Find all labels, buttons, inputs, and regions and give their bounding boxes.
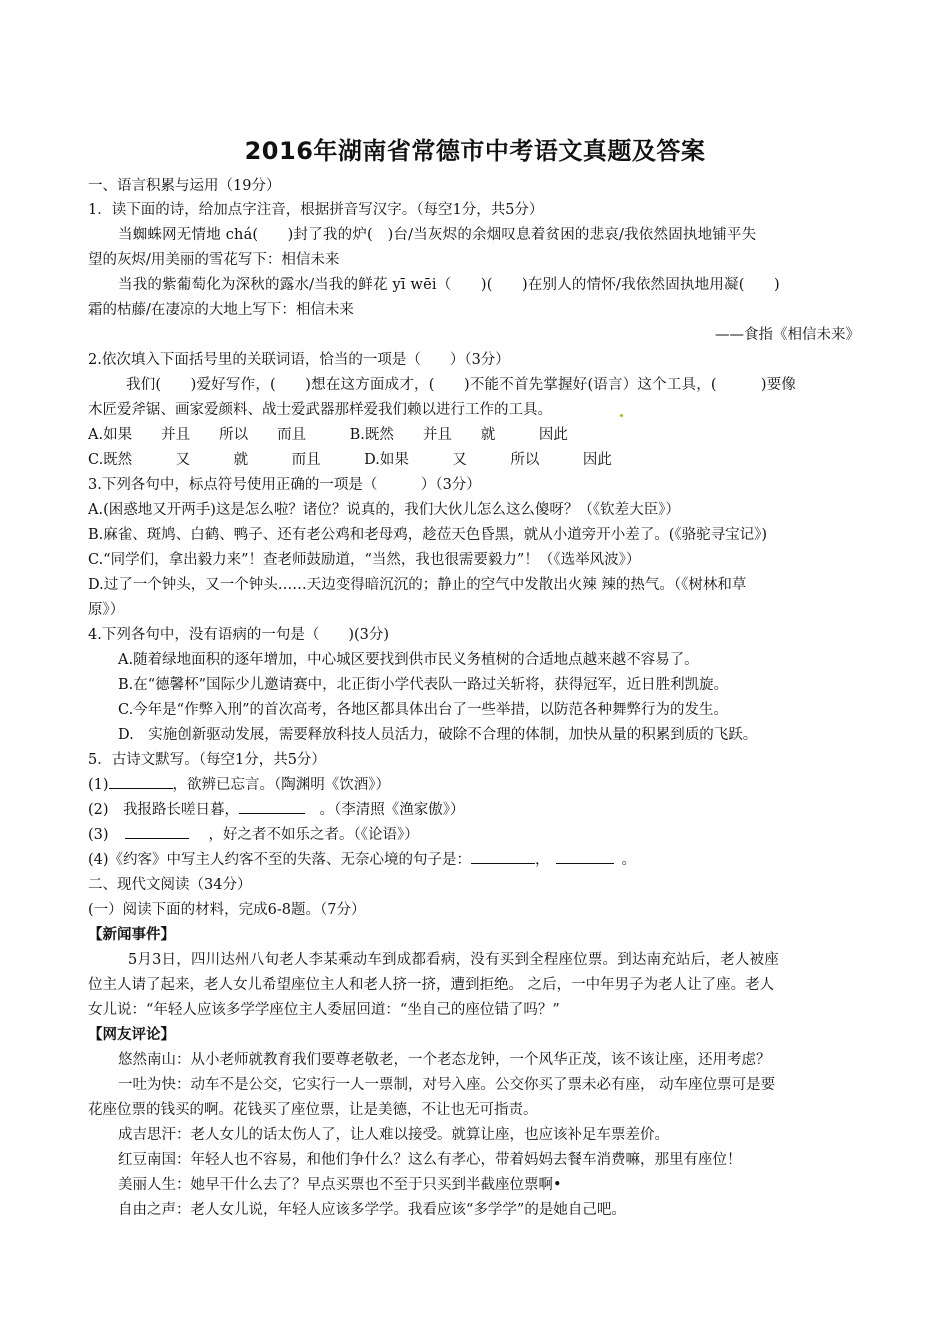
- q4-option-a: A.随着绿地面积的逐年增加，中心城区要找到供市民义务植树的合适地点越来越不容易了。: [118, 652, 699, 668]
- question-4: 4.下列各句中，没有语病的一句是（ )(3分): [88, 627, 390, 643]
- q2-passage-line-2: 木匠爱斧锯、画家爱颜料、战士爱武器那样爱我们赖以进行工作的工具。: [88, 402, 552, 418]
- fill-blank-1: [88, 773, 390, 797]
- page-title: 2016年湖南省常德市中考语文真题及答案: [244, 137, 706, 165]
- fill-3-text: ，好之者不如乐之者。（《论语》）: [208, 827, 419, 843]
- news-line-2: 位主人请了起来，老人女儿希望座位主人和老人挤一挤，遭到拒绝。 之后，一中年男子为老人让了座。老人: [88, 977, 775, 993]
- comment-2-line-2: 花座位票的钱买的啊。花钱买了座位票，让是美德，不让也无可指责。: [88, 1102, 538, 1118]
- answer-blank[interactable]: [556, 849, 614, 864]
- q2-options-ab: A.如果 并且 所以 而且 B.既然 并且 就 因此: [88, 427, 568, 443]
- answer-blank[interactable]: [239, 799, 305, 814]
- fill-blank-3: [88, 823, 419, 847]
- stray-mark: [620, 414, 623, 417]
- question-3: 3.下列各句中，标点符号使用正确的一项是（ ）（3分）: [88, 477, 481, 493]
- q4-option-d: D. 实施创新驱动发展，需要释放科技人员活力，破除不合理的体制，加快从量的积累到质的飞跃。: [118, 727, 758, 743]
- section-heading-2: 二、现代文阅读（34分）: [88, 877, 252, 893]
- fill-4-separator: ，: [535, 852, 550, 868]
- q4-option-b: B.在“德馨杯”国际少儿邀请赛中，北正街小学代表队一路过关斩将，获得冠军，近日胜利凯旋。: [118, 677, 729, 693]
- fill-blank-2: [88, 798, 465, 822]
- q3-option-b: B.麻雀、斑鸠、白鹤、鸭子、还有老公鸡和老母鸡，趁莅天色昏黑，就从小道旁开小差了。(《骆驼寻宝记》): [88, 527, 768, 543]
- comment-4: 红豆南国：年轻人也不容易，和他们争什么？这么有孝心，带着妈妈去餐车消费嘛，那里有座位！: [118, 1152, 742, 1168]
- fill-4-text: (4)《约客》中写主人约客不至的失落、无奈心境的句子是：: [88, 852, 472, 868]
- reading-1-intro: (一）阅读下面的材料，完成6-8题。（7分）: [88, 902, 366, 918]
- question-5: 5．古诗文默写。（每空1分，共5分）: [88, 752, 326, 768]
- answer-blank[interactable]: [125, 824, 189, 839]
- fill-2-text: (2) 我报路长嗟日暮，: [88, 802, 240, 818]
- comment-6: 自由之声：老人女儿说，年轻人应该多学学。我看应该“多学学”的是她自己吧。: [118, 1202, 626, 1218]
- poem-line-2: 望的灰烬/用美丽的雪花写下：相信未来: [88, 252, 340, 268]
- news-line-3: 女儿说：“年轻人应该多学学座位主人委屈回道：“坐自己的座位错了吗？”: [88, 1002, 560, 1018]
- comment-5: 美丽人生：她早干什么去了？早点买票也不至于只买到半截座位票啊•: [118, 1177, 562, 1193]
- question-1: 1．读下面的诗，给加点字注音，根据拼音写汉字。（每空1分，共5分）: [88, 202, 544, 218]
- poem-line-3: 当我的紫葡萄化为深秋的露水/当我的鲜花 yī wēi（ )( )在别人的情怀/我依然固执地用凝( ): [118, 277, 780, 293]
- question-2: 2.依次填入下面括号里的关联词语，恰当的一项是（ ）（3分）: [88, 352, 510, 368]
- news-heading: 【新闻事件】: [88, 927, 175, 943]
- q2-options-cd: C.既然 又 就 而且 D.如果 又 所以 因此: [88, 452, 612, 468]
- fill-1-number: (1): [88, 777, 109, 793]
- q3-option-d-line-1: D.过了一个钟头，又一个钟头……天边变得暗沉沉的；静止的空气中发散出火辣 辣的热气。（《树林和草: [88, 577, 747, 593]
- fill-1-text: ，欲辨已忘言。（陶渊明《饮酒》）: [172, 777, 391, 793]
- section-heading-1: 一、语言积累与运用（19分）: [88, 178, 281, 194]
- poem-line-1: 当蜘蛛网无情地 chá( )封了我的炉( )台/当灰烬的余烟叹息着贫困的悲哀/我依然固执地铺平失: [118, 227, 757, 243]
- q3-option-a: A.(困惑地又开两手)这是怎么啦？诸位？说真的，我们大伙儿怎么这么傻呀？（《钦差大臣》）: [88, 502, 680, 518]
- fill-blank-4: [88, 848, 636, 872]
- q3-option-d-line-2: 原》）: [88, 602, 125, 618]
- news-line-1: 5月3日，四川达州八旬老人李某乘动车到成都看病，没有买到全程座位票。到达南充站后，老人被座: [128, 952, 779, 968]
- fill-3-number: (3): [88, 827, 109, 843]
- fill-4-end: 。: [621, 852, 637, 868]
- answer-blank[interactable]: [109, 774, 173, 789]
- poem-line-4: 霜的枯藤/在凄凉的大地上写下：相信未来: [88, 302, 354, 318]
- q2-passage-line-1: 我们( )爱好写作，( )想在这方面成才，( )不能不首先掌握好(语言）这个工具，( )要像: [126, 377, 797, 393]
- comments-heading: 【网友评论】: [88, 1027, 175, 1043]
- q4-option-c: C.今年是“作弊入刑”的首次高考，各地区都具体出台了一些举措，以防范各种舞弊行为的发生。: [118, 702, 729, 718]
- fill-2-end: 。（李清照《渔家傲》）: [305, 802, 465, 818]
- comment-3: 成吉思汗：老人女儿的话太伤人了，让人难以接受。就算让座，也应该补足车票差价。: [118, 1127, 669, 1143]
- comment-2-line-1: 一吐为快：动车不是公交，它实行一人一票制，对号入座。公交你买了票未必有座， 动车座位票可是要: [118, 1077, 776, 1093]
- comment-1: 悠然南山：从小老师就教育我们要尊老敬老，一个老态龙钟，一个风华正茂，该不该让座，还用考虑？: [118, 1052, 771, 1068]
- q3-option-c: C.“同学们，拿出毅力来”！查老师鼓励道，“当然，我也很需要毅力”！（《选举风波》）: [88, 552, 641, 568]
- poem-attribution: ——食指《相信未来》: [715, 327, 860, 343]
- answer-blank[interactable]: [471, 849, 535, 864]
